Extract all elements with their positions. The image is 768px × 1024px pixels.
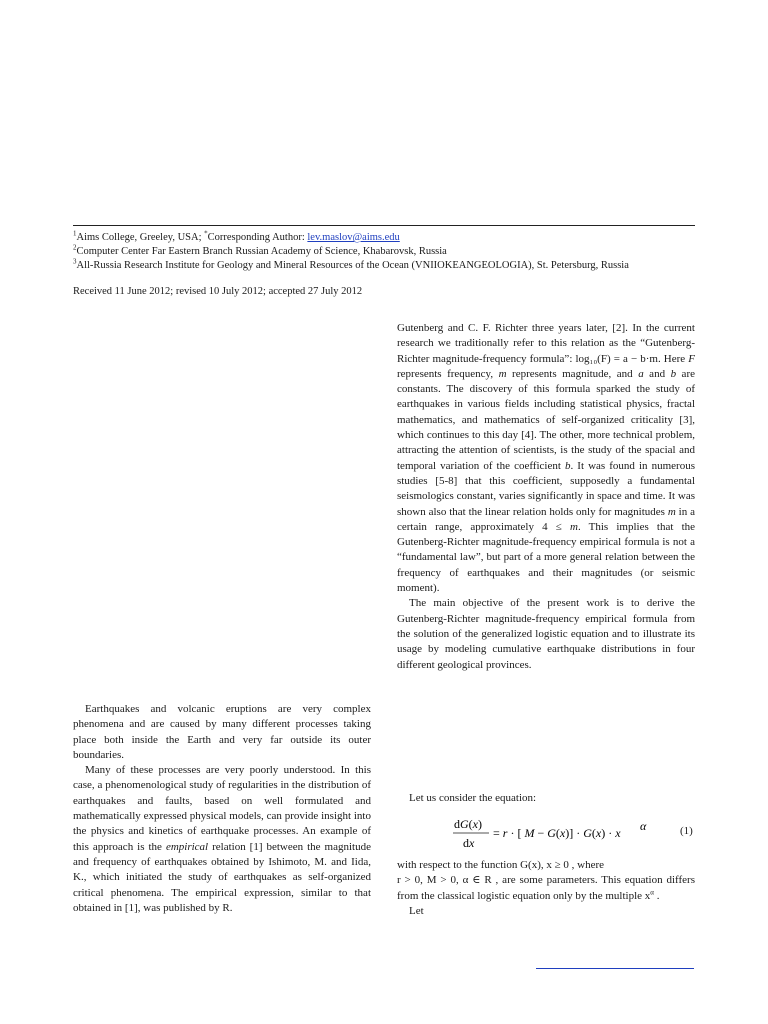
- equation-number: (1): [680, 825, 693, 837]
- gutenberg-richter-formula: log₁₀(F) = a − b·m: [575, 352, 658, 365]
- affiliations: [73, 231, 713, 273]
- intro-right-column: [397, 321, 695, 673]
- equation-1-graphic: [451, 814, 681, 854]
- svg-text:dx: dx: [463, 836, 475, 850]
- intro-paragraph-3: Gutenberg and C. F. Richter three years later, [2]. In the current research we traditionally refer to this relation as the “Gutenberg-Richter magnitude-frequency formula”: log₁₀(F) = a − b·m. Here F represents frequency, m represents magnitude, and a and b are constants. The discovery of this formula sparked the study of earthquakes in various fields including statistical physics, fractal mathematics, and mathematics of self-organized criticality [3], which continues to this day [4]. The other, more technical problem, attracting the attention of scientists, is the study of the spacial and temporal variation of the coefficient b. It was found in numerous studies [5-8] that this coefficient, supposedly a fundamental seismologics constant, varies significantly in space and time. It was shown also that the linear relation holds only for magnitudes m in a certain range, approximately 4 ≤ m. This implies that the Gutenberg-Richter magnitude-frequency empirical formula is not a “fundamental law”, but part of a more general relation between the frequency of earthquakes and their magnitudes (or seismic moment).: [397, 322, 696, 595]
- header-rule: [73, 225, 695, 226]
- affiliation-3: $^3$All-Russia Research Institute for Geology and Mineral Resources of the Ocean (VNIIOKEANGEOLOGIA), St. Petersburg, Russia: [73, 257, 629, 271]
- intro-paragraph-1: Earthquakes and volcanic eruptions are very complex phenomena and are caused by many different processes taking place both inside the Earth and very far outside its outer boundaries.: [73, 703, 371, 761]
- intro-paragraph-4: The main objective of the present work is to derive the Gutenberg-Richter magnitude-frequency empirical formula from the solution of the generalized logistic equation and to illustrate its usage by modeling cumulative earthquake distributions in four different geological provinces.: [397, 597, 695, 671]
- affiliation-2: $^2$Computer Center Far Eastern Branch Russian Academy of Science, Khabarovsk, Russia: [73, 243, 447, 257]
- section-2-lead: Let us consider the equation:: [409, 792, 537, 804]
- affiliation-1: $^1$Aims College, Greeley, USA; *Corresponding Author: lev.maslov@aims.edu: [73, 229, 400, 243]
- received-dates: Received 11 June 2012; revised 10 July 2012; accepted 27 July 2012: [73, 286, 363, 297]
- equation-1: [451, 814, 699, 854]
- intro-paragraph-2: Many of these processes are very poorly understood. In this case, a phenomenological study of regularities in the distribution of earthquakes and faults, based on well formulated and mathematically expressed physical models, can provide insight into the physics and kinetics of earthquake processes. An example of this approach is the empirical relation [1] between the magnitude and frequency of earthquakes obtained by Ishimoto, M. and Iida, K., which initiated the study of earthquakes as self-organized critical phenomena. The empirical expression, similar to that obtained in [1], was published by R.: [73, 764, 371, 914]
- svg-text:= r · [ M − G(x)] · G(x) · x: = r · [ M − G(x)] · G(x) · x: [493, 826, 621, 840]
- intro-left-column: [73, 702, 371, 916]
- svg-text:dG(x): dG(x): [454, 817, 482, 831]
- svg-text:α: α: [640, 819, 647, 833]
- footnote-rule: [536, 968, 694, 969]
- email-link[interactable]: lev.maslov@aims.edu: [307, 232, 400, 243]
- section-2-text: with respect to the function G(x), x ≥ 0 , where r > 0, M > 0, α ∈ R , are some parameters. This equation differs from the classical logistic equation only by the multiple $x^\alpha$ . Let: [397, 859, 695, 917]
